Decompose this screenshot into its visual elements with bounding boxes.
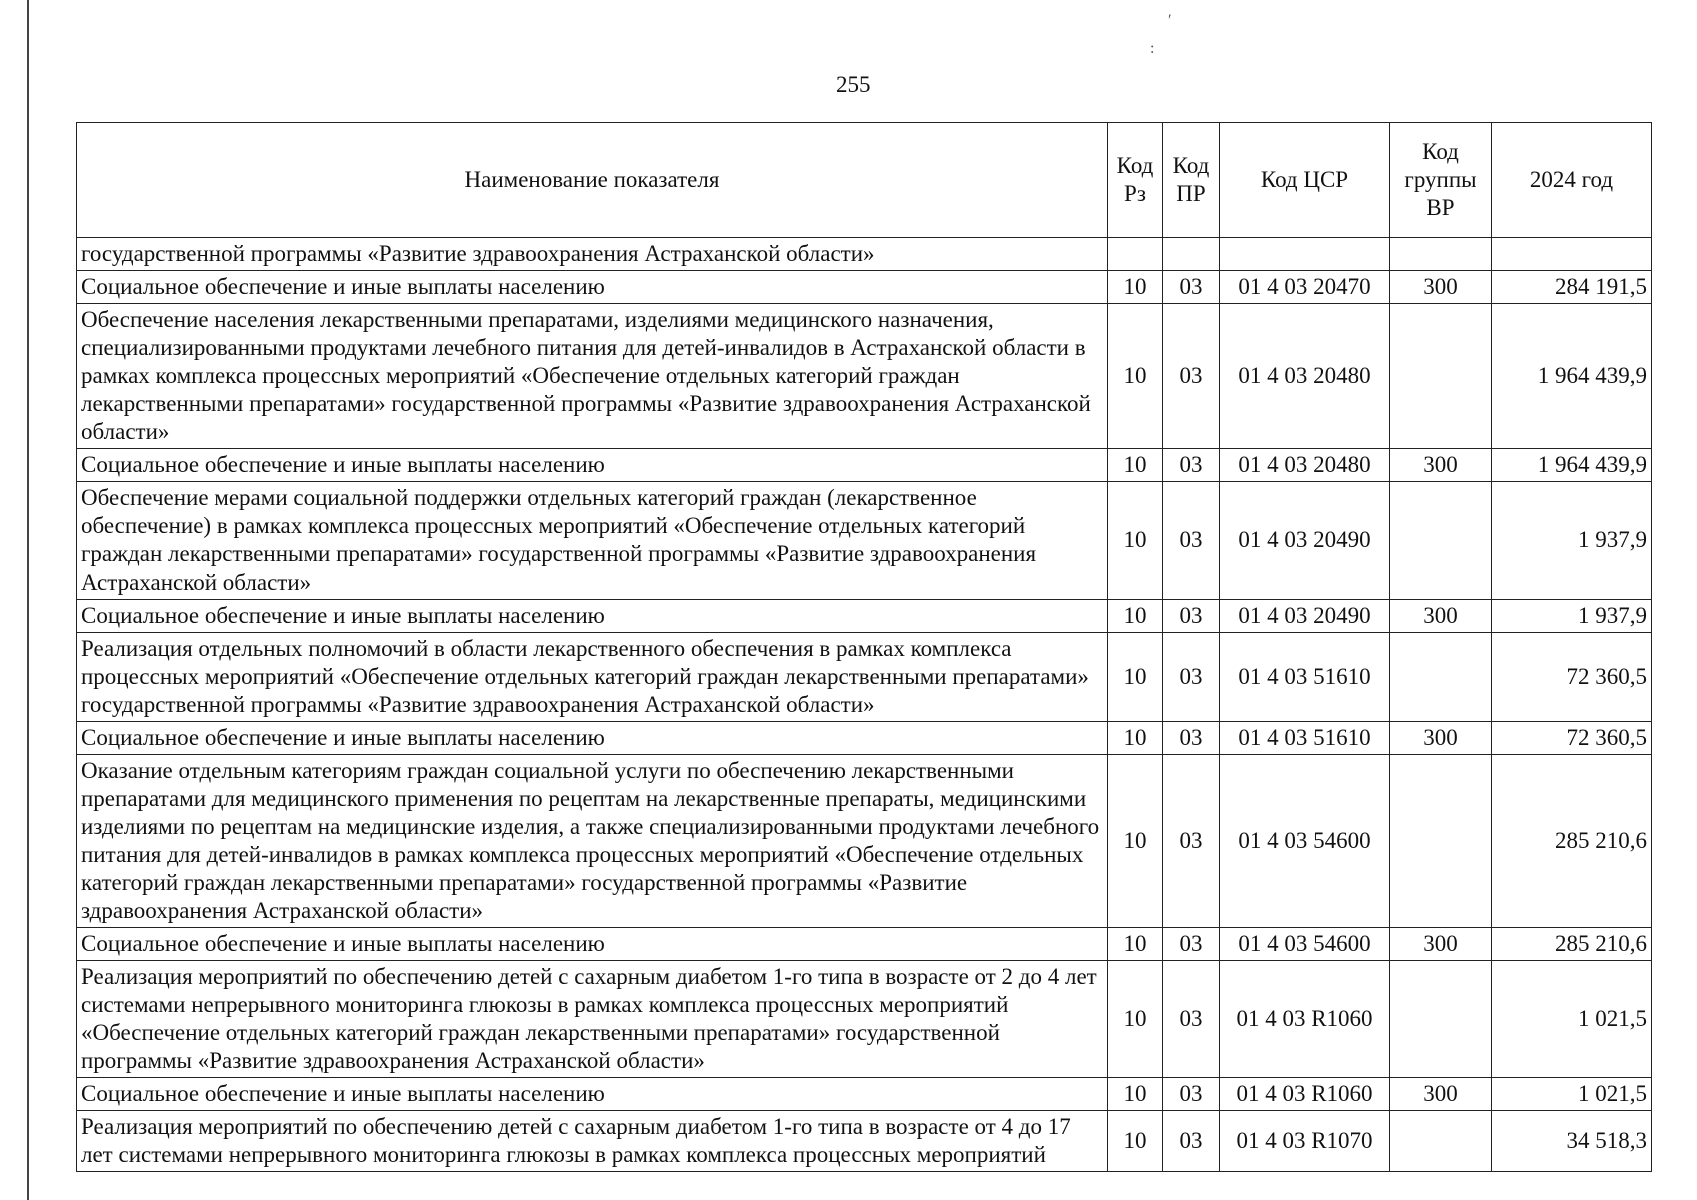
cell-pr: 03 — [1163, 961, 1220, 1078]
cell-name: Социальное обеспечение и иные выплаты населению — [77, 1078, 1108, 1111]
left-margin-line — [27, 0, 29, 1200]
cell-csr: 01 4 03 20480 — [1220, 304, 1390, 449]
cell-amount: 285 210,6 — [1492, 754, 1652, 927]
cell-rz: 10 — [1108, 928, 1163, 961]
cell-vr — [1390, 754, 1492, 927]
cell-name: Оказание отдельным категориям граждан социальной услуги по обеспечению лекарственными препаратами для медицинского применения по рецептам на лекарственные препараты, медицинскими изделиями по рецептам на медицинские изделия, а также специализированными продуктами лечебного питания для детей-инвалидов в рамках комплекса процессных мероприятий «Обеспечение отдельных категорий граждан лекарственными препаратами» государственной программы «Развитие здравоохранения Астраханской области» — [77, 754, 1108, 927]
cell-amount: 34 518,3 — [1492, 1111, 1652, 1172]
cell-rz: 10 — [1108, 1078, 1163, 1111]
cell-amount: 1 021,5 — [1492, 1078, 1652, 1111]
cell-pr: 03 — [1163, 928, 1220, 961]
cell-csr: 01 4 03 54600 — [1220, 928, 1390, 961]
table-row — [77, 1078, 1652, 1111]
cell-rz: 10 — [1108, 449, 1163, 482]
cell-vr — [1390, 632, 1492, 721]
cell-pr: 03 — [1163, 754, 1220, 927]
cell-rz: 10 — [1108, 721, 1163, 754]
cell-rz: 10 — [1108, 961, 1163, 1078]
cell-vr — [1390, 961, 1492, 1078]
cell-csr: 01 4 03 R1060 — [1220, 1078, 1390, 1111]
cell-rz: 10 — [1108, 599, 1163, 632]
cell-amount: 72 360,5 — [1492, 632, 1652, 721]
table-row — [77, 449, 1652, 482]
table-row — [77, 754, 1652, 927]
cell-vr — [1390, 1111, 1492, 1172]
cell-rz: 10 — [1108, 271, 1163, 304]
cell-amount: 72 360,5 — [1492, 721, 1652, 754]
cell-amount: 1 021,5 — [1492, 961, 1652, 1078]
header-csr: Код ЦСР — [1220, 123, 1390, 238]
cell-name: Обеспечение мерами социальной поддержки отдельных категорий граждан (лекарственное обеспечение) в рамках комплекса процессных мероприятий «Обеспечение отдельных категорий граждан лекарственными препаратами» государственной программы «Развитие здравоохранения Астраханской области» — [77, 482, 1108, 599]
cell-pr: 03 — [1163, 304, 1220, 449]
cell-rz: 10 — [1108, 1111, 1163, 1172]
cell-pr: 03 — [1163, 482, 1220, 599]
cell-pr: 03 — [1163, 632, 1220, 721]
cell-pr: 03 — [1163, 449, 1220, 482]
cell-amount: 1 937,9 — [1492, 599, 1652, 632]
cell-csr — [1220, 238, 1390, 271]
cell-name: Реализация мероприятий по обеспечению детей с сахарным диабетом 1-го типа в возрасте от 4 до 17 лет системами непрерывного мониторинга глюкозы в рамках комплекса процессных мероприятий — [77, 1111, 1108, 1172]
cell-name: Реализация мероприятий по обеспечению детей с сахарным диабетом 1-го типа в возрасте от 2 до 4 лет системами непрерывного мониторинга глюкозы в рамках комплекса процессных мероприятий «Обеспечение отдельных категорий граждан лекарственными препаратами» государственной программы «Развитие здравоохранения Астраханской области» — [77, 961, 1108, 1078]
cell-name: Социальное обеспечение и иные выплаты населению — [77, 928, 1108, 961]
cell-vr: 300 — [1390, 1078, 1492, 1111]
table-row — [77, 482, 1652, 599]
cell-name: Социальное обеспечение и иные выплаты населению — [77, 449, 1108, 482]
budget-table — [76, 122, 1652, 1172]
header-vr: Код группы ВР — [1390, 123, 1492, 238]
cell-csr: 01 4 03 20490 — [1220, 482, 1390, 599]
cell-name: Обеспечение населения лекарственными препаратами, изделиями медицинского назначения, специализированными продуктами лечебного питания для детей-инвалидов в Астраханской области в рамках комплекса процессных мероприятий «Обеспечение отдельных категорий граждан лекарственными препаратами» государственной программы «Развитие здравоохранения Астраханской области» — [77, 304, 1108, 449]
cell-csr: 01 4 03 51610 — [1220, 721, 1390, 754]
cell-amount: 1 964 439,9 — [1492, 304, 1652, 449]
cell-csr: 01 4 03 51610 — [1220, 632, 1390, 721]
table-row — [77, 599, 1652, 632]
cell-vr: 300 — [1390, 271, 1492, 304]
cell-vr — [1390, 304, 1492, 449]
cell-name: государственной программы «Развитие здравоохранения Астраханской области» — [77, 238, 1108, 271]
cell-name: Социальное обеспечение и иные выплаты населению — [77, 599, 1108, 632]
table-row — [77, 238, 1652, 271]
cell-csr: 01 4 03 20490 — [1220, 599, 1390, 632]
cell-amount: 1 964 439,9 — [1492, 449, 1652, 482]
cell-csr: 01 4 03 20480 — [1220, 449, 1390, 482]
cell-vr: 300 — [1390, 599, 1492, 632]
cell-rz: 10 — [1108, 754, 1163, 927]
cell-rz: 10 — [1108, 482, 1163, 599]
cell-amount: 1 937,9 — [1492, 482, 1652, 599]
cell-vr: 300 — [1390, 449, 1492, 482]
cell-vr: 300 — [1390, 721, 1492, 754]
cell-pr: 03 — [1163, 1111, 1220, 1172]
cell-pr: 03 — [1163, 599, 1220, 632]
cell-name: Реализация отдельных полномочий в области лекарственного обеспечения в рамках комплекса процессных мероприятий «Обеспечение отдельных категорий граждан лекарственными препаратами» государственной программы «Развитие здравоохранения Астраханской области» — [77, 632, 1108, 721]
cell-csr: 01 4 03 54600 — [1220, 754, 1390, 927]
cell-csr: 01 4 03 20470 — [1220, 271, 1390, 304]
cell-pr: 03 — [1163, 721, 1220, 754]
cell-name: Социальное обеспечение и иные выплаты населению — [77, 721, 1108, 754]
table-row — [77, 1111, 1652, 1172]
cell-pr: 03 — [1163, 1078, 1220, 1111]
scan-speck: : — [1150, 40, 1155, 57]
table-row — [77, 304, 1652, 449]
cell-pr: 03 — [1163, 271, 1220, 304]
table-row — [77, 632, 1652, 721]
cell-vr — [1390, 238, 1492, 271]
page-number: 255 — [836, 72, 871, 97]
cell-rz — [1108, 238, 1163, 271]
cell-rz: 10 — [1108, 304, 1163, 449]
table-row — [77, 961, 1652, 1078]
table-header-row — [77, 123, 1652, 238]
header-rz: Код Рз — [1108, 123, 1163, 238]
cell-vr: 300 — [1390, 928, 1492, 961]
cell-amount: 284 191,5 — [1492, 271, 1652, 304]
cell-name: Социальное обеспечение и иные выплаты населению — [77, 271, 1108, 304]
cell-pr — [1163, 238, 1220, 271]
table-row — [77, 271, 1652, 304]
scan-speck: ′ — [1168, 12, 1172, 29]
cell-amount: 285 210,6 — [1492, 928, 1652, 961]
header-pr: Код ПР — [1163, 123, 1220, 238]
header-name: Наименование показателя — [77, 123, 1108, 238]
cell-vr — [1390, 482, 1492, 599]
cell-csr: 01 4 03 R1060 — [1220, 961, 1390, 1078]
table-row — [77, 721, 1652, 754]
header-year: 2024 год — [1492, 123, 1652, 238]
cell-csr: 01 4 03 R1070 — [1220, 1111, 1390, 1172]
cell-amount — [1492, 238, 1652, 271]
table-row — [77, 928, 1652, 961]
cell-rz: 10 — [1108, 632, 1163, 721]
